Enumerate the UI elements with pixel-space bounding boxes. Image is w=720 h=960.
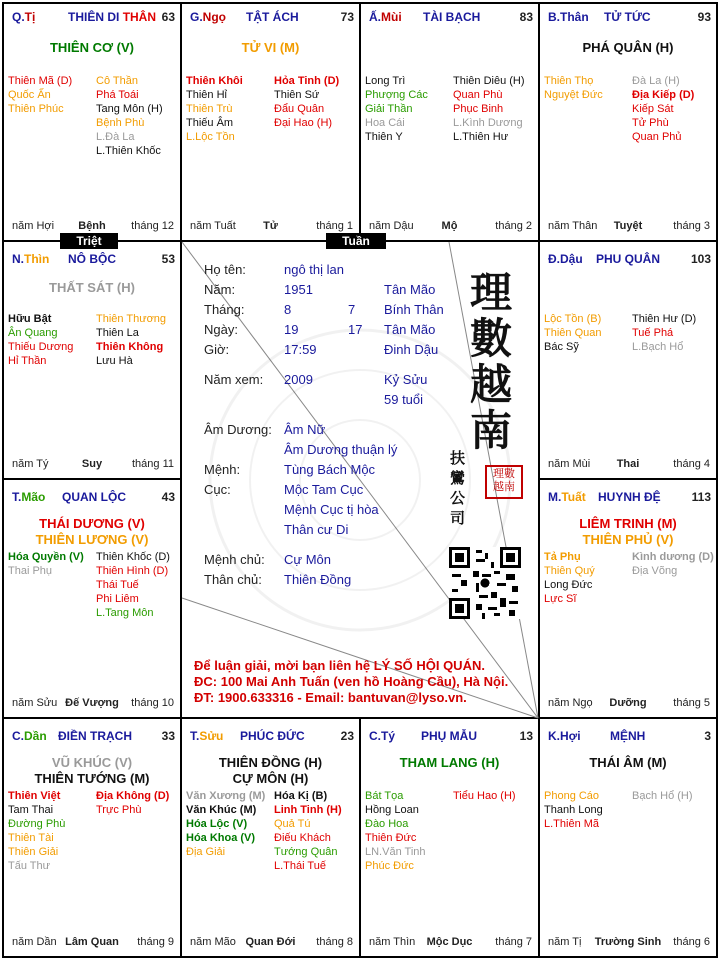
cell-header [4,10,180,26]
star-name: Quan Phủ [632,131,682,143]
day-solar: 19 [284,322,299,337]
branch-label: B.Thân [548,10,589,24]
phone-email-line[interactable]: ĐT: 1900.633316 - Email: bantuvan@lyso.vn. [194,690,467,705]
star-name: L.Thiên Mã [544,818,600,830]
palace-mui[interactable] [361,4,538,240]
cell-number: 63 [161,10,175,24]
palace-title: HUYNH ĐỆ [598,490,661,504]
main-star: THIÊN TƯỚNG (M) [34,771,150,786]
footer-text: năm Thìn [369,936,416,948]
label: Ngày: [204,322,238,337]
star-name: Hoa Cái [365,117,405,129]
star-name: Quan Phù [453,89,503,101]
star-name: Thiên Diêu (H) [453,75,525,87]
cell-footer [182,936,359,950]
star-name: Thiên Sứ [274,89,320,101]
star-name: Hỉ Thần [8,355,47,367]
footer-text: năm Mão [190,936,236,948]
view-year: 2009 [284,372,313,387]
branch-label: N.Thìn [12,252,50,266]
cell-header [361,729,538,745]
cell-number: 3 [704,729,711,743]
star-name: Thiên Việt [8,790,61,802]
footer-text: Đế Vượng [65,697,119,709]
main-star: THIÊN PHỦ (V) [582,532,674,547]
star-name: L.Đà La [96,131,135,143]
star-name: Thiên Giải [8,846,59,858]
cell-header [4,490,180,506]
footer-text: Thai [616,458,640,470]
star-name: Hồng Loan [365,804,419,816]
palace-title: TỬ TỨC [604,10,651,24]
than-chu-value: Thiên Đồng [284,572,352,587]
cell-footer [540,936,716,950]
footer-text: tháng 11 [131,458,174,470]
triet-tag: Triệt [60,233,118,249]
star-name: L.Thiên Khốc [96,145,161,157]
branch-label: M.Tuất [548,490,586,504]
star-name: Phúc Đức [365,860,414,872]
palace-mao[interactable] [4,480,180,717]
star-name: Ân Quang [8,327,58,339]
star-name: Hóa Kị (B) [274,790,328,802]
star-name: Đào Hoa [365,818,409,830]
star-name: Thiên Quý [544,565,595,577]
star-name: L.Bạch Hổ [632,341,684,353]
main-star: TỬ VI (M) [241,40,300,55]
cell-number: 23 [340,729,354,743]
branch-label: K.Hợi [548,729,581,743]
star-name: Thai Phụ [8,565,53,577]
palace-title: PHU QUÂN [596,252,661,266]
star-name: Điếu Khách [274,832,331,844]
star-name: Thiên Đức [365,832,417,844]
label: Cục: [204,482,231,497]
view-year-canchi: Kỷ Sửu [384,372,428,387]
footer-text: tháng 7 [495,936,532,948]
red-seal-stamp: 理數 越南 [485,465,523,499]
footer-text: tháng 3 [673,220,710,232]
star-name: Phong Cáo [544,790,600,802]
label: Mệnh chủ: [204,552,265,567]
cell-header [540,490,716,506]
footer-text: Tử [263,220,278,232]
cell-number: 13 [519,729,533,743]
footer-text: năm Hợi [12,220,55,232]
star-name: Thiên Hỉ [186,89,227,101]
main-star: VŨ KHÚC (V) [51,755,133,770]
footer-text: năm Dậu [369,220,414,232]
footer-text: Tuyệt [613,220,643,232]
palace-ngo[interactable] [182,4,359,240]
footer-text: Quan Đới [245,936,296,948]
star-name: Thiên Trù [186,103,233,115]
palace-title: THIÊN DI THÂN [68,10,157,24]
star-name: Địa Giải [186,846,226,858]
footer-text: năm Tị [548,936,582,948]
star-name: Thiên Thọ [544,75,594,87]
footer-text: năm Tý [12,458,49,470]
star-name: Tấu Thư [8,860,51,872]
cell-footer [4,697,180,711]
cell-number: 113 [691,490,711,504]
cell-footer [4,936,180,950]
branch-label: Ấ.Mùi [369,10,402,24]
footer-text: Mộc Dục [426,936,473,948]
footer-text: tháng 10 [131,697,174,709]
footer-text: năm Ngọ [548,697,593,709]
year-value: 1951 [284,282,313,297]
star-name: Bạch Hổ (H) [632,790,693,802]
am-duong-value: Âm Nữ [284,422,326,437]
cell-number: 53 [161,252,175,266]
star-name: Tử Phù [632,117,669,129]
palace-title: PHÚC ĐỨC [240,729,305,743]
menh-value: Tùng Bách Mộc [284,462,376,477]
footer-text: tháng 5 [673,697,710,709]
palace-than[interactable] [540,4,716,240]
star-name: Lưu Hà [96,355,133,367]
qr-code-icon [449,547,521,619]
star-name: Thiên Khôi [186,75,243,87]
footer-text: năm Sửu [12,697,58,709]
footer-text: năm Thân [548,220,598,232]
footer-text: năm Mùi [548,458,591,470]
star-name: Thiên Tài [8,832,54,844]
star-name: Hữu Bật [8,313,52,325]
star-name: Quả Tú [274,818,311,830]
star-name: Linh Tinh (H) [274,804,342,816]
name-value: ngô thị lan [284,262,344,277]
star-name: Quốc Ấn [8,89,51,101]
label: Năm: [204,282,236,297]
star-name: Hóa Lộc (V) [186,818,248,830]
footer-text: Mộ [441,220,458,232]
address-line: ĐC: 100 Mai Anh Tuấn (ven hồ Hoàng Cầu), Hà Nội. [194,674,509,689]
main-star: THIÊN CƠ (V) [49,40,135,55]
month-solar: 8 [284,302,292,317]
label: Họ tên: [204,262,246,277]
palace-title: ĐIỀN TRẠCH [58,729,132,743]
footer-text: tháng 9 [137,936,174,948]
star-name: Tướng Quân [274,846,338,858]
star-name: Kình dương (D) [632,551,714,563]
star-name: Thiếu Dương [8,341,74,353]
day-lunar: 17 [348,322,363,337]
palace-title: TÀI BẠCH [423,10,481,24]
main-star: PHÁ QUÂN (H) [582,40,674,55]
star-name: Thiên La [96,327,139,339]
star-name: Kiếp Sát [632,103,674,115]
star-name: Tả Phụ [544,551,581,563]
palace-hoi[interactable] [540,719,716,956]
star-name: L.Lộc Tồn [186,131,235,143]
palace-title: NÔ BỘC [68,252,116,266]
star-name: Thiên Thương [96,313,167,325]
footer-text: tháng 1 [316,220,353,232]
cell-number: 93 [697,10,711,24]
star-name: Tuế Phá [632,327,674,339]
label: Âm Dương: [204,422,272,437]
palace-title: PHỤ MẪU [421,729,477,743]
star-name: Thiên Phúc [8,103,64,115]
label: Giờ: [204,342,230,357]
palace-ty[interactable] [361,719,538,956]
star-name: Bát Tọa [365,790,404,802]
star-name: Thiên Hư (D) [632,313,697,325]
palace-title: MỆNH [610,729,646,743]
branch-label: T.Sửu [190,729,224,743]
footer-text: Dưỡng [609,697,647,709]
cell-number: 103 [690,252,711,266]
star-name: Đà La (H) [632,75,680,87]
star-name: Giải Thần [365,103,413,115]
palace-title: TẬT ÁCH [246,10,299,24]
star-name: Phi Liêm [96,593,139,605]
contact-line: Để luận giải, mời bạn liên hệ LÝ SỐ HỘI QUÁN. [194,658,485,673]
cell-header [540,252,716,268]
age: 59 tuổi [384,392,424,407]
palace-ti[interactable] [4,4,180,240]
star-name: Bệnh Phù [96,117,145,129]
footer-text: năm Dần [12,936,57,948]
cell-number: 73 [340,10,354,24]
palace-dan[interactable] [4,719,180,956]
star-name: Thiên Mã (D) [8,75,73,87]
than-cu: Thân cư Di [284,522,349,537]
main-star: THAM LANG (H) [399,755,500,770]
footer-text: tháng 12 [131,220,174,232]
day-canchi: Tân Mão [384,322,436,337]
cell-footer [361,936,538,950]
star-name: Địa Kiếp (D) [632,89,695,101]
footer-text: Bệnh [78,220,106,232]
star-name: Thiên Không [96,341,164,353]
footer-text: tháng 2 [495,220,532,232]
footer-text: Suy [81,458,103,470]
star-name: Bác Sỹ [544,341,579,353]
star-name: Phục Binh [453,103,504,115]
cell-footer [4,220,180,234]
star-name: Địa Võng [632,565,678,577]
star-name: Thiếu Âm [186,117,234,129]
am-duong-note: Âm Dương thuận lý [284,442,398,457]
star-name: Phượng Các [365,89,428,101]
star-name: Lộc Tồn (B) [544,313,602,325]
year-canchi: Tân Mão [384,282,436,297]
star-name: Lực Sĩ [544,593,577,605]
hour-canchi: Đinh Dậu [384,342,439,357]
footer-text: tháng 8 [316,936,353,948]
palace-suu[interactable] [182,719,359,956]
star-name: Địa Không (D) [96,790,170,802]
star-name: Thiên Khốc (D) [96,551,170,563]
main-star: THÁI ÂM (M) [589,755,667,770]
main-star: CỰ MÔN (H) [232,771,309,786]
cell-number: 43 [161,490,175,504]
star-name: Đường Phù [8,818,66,830]
star-name: Văn Khúc (M) [186,804,257,816]
branch-label: G.Ngọ [190,10,226,24]
footer-text: tháng 4 [673,458,710,470]
cell-footer [540,458,716,472]
star-name: Hỏa Tinh (D) [274,75,340,87]
star-name: L.Kình Dương [453,117,523,129]
star-name: Long Đức [544,579,593,591]
star-name: Thái Tuế [96,579,139,591]
month-canchi: Bính Thân [384,302,444,317]
hour-value: 17:59 [284,342,317,357]
cell-header [182,10,359,26]
star-name: Văn Xương (M) [186,790,266,802]
main-star: THẤT SÁT (H) [49,280,135,295]
cell-number: 83 [519,10,533,24]
palace-title: QUAN LỘC [62,490,126,504]
branch-label: C.Dần [12,729,47,743]
palace-tuat[interactable] [540,480,716,717]
cell-header [4,252,180,268]
cell-footer [182,220,359,234]
star-name: Hóa Quyền (V) [8,551,84,563]
footer-text: năm Tuất [190,220,236,232]
palace-dau[interactable] [540,242,716,478]
star-name: Đẩu Quân [274,103,325,115]
star-name: Tang Môn (H) [96,103,163,115]
label: Thân chủ: [204,572,262,587]
main-star: THIÊN LƯƠNG (V) [35,532,149,547]
footer-text: Lâm Quan [65,936,119,948]
label: Tháng: [204,302,245,317]
star-name: Tiểu Hao (H) [453,790,516,802]
branch-label: T.Mão [12,490,46,504]
cell-header [182,729,359,745]
cell-header [4,729,180,745]
star-name: Thiên Hình (D) [96,565,169,577]
star-name: Trực Phù [96,804,142,816]
star-name: Long Trì [365,75,406,87]
star-name: Thiên Y [365,131,403,143]
label: Mệnh: [204,462,241,477]
label: Năm xem: [204,372,264,387]
calligraphy-logo: 理 數 越 南 [470,268,513,455]
main-star: THÁI DƯƠNG (V) [39,516,145,531]
footer-text: tháng 6 [673,936,710,948]
star-name: Tam Thai [8,804,54,816]
star-name: L.Thái Tuế [274,860,326,872]
branch-label: Q.Tị [12,10,36,24]
cell-number: 33 [161,729,175,743]
cell-footer [4,458,180,472]
star-name: L.Tang Môn [96,607,154,619]
tuan-tag: Tuần [326,233,386,249]
star-name: Thanh Long [544,804,603,816]
star-name: Hóa Khoa (V) [186,832,256,844]
palace-thin[interactable] [4,242,180,478]
star-name: Cô Thần [96,75,138,87]
main-star: THIÊN ĐỒNG (H) [218,755,323,770]
cell-header [361,10,538,26]
cuc-note: Mệnh Cục tị hòa [284,502,379,517]
cell-header [540,10,716,26]
cell-footer [540,697,716,711]
menh-chu-value: Cự Môn [284,552,331,567]
main-star: LIÊM TRINH (M) [579,516,677,531]
star-name: L.Thiên Hư [453,131,509,143]
star-name: Phá Toái [96,89,139,101]
branch-label: Đ.Dậu [548,252,583,266]
cuc-value: Mộc Tam Cục [284,482,364,497]
branch-label: C.Tý [369,729,396,743]
cell-footer [361,220,538,234]
cell-footer [540,220,716,234]
cell-header [540,729,716,745]
month-lunar: 7 [348,302,356,317]
footer-text: Trường Sinh [594,936,662,948]
calligraphy-small: 扶 鸞 公 司 [450,449,466,527]
star-name: Nguyệt Đức [544,89,603,101]
star-name: LN.Văn Tinh [365,846,426,858]
star-name: Thiên Quan [544,327,602,339]
star-name: Đại Hao (H) [274,117,333,129]
